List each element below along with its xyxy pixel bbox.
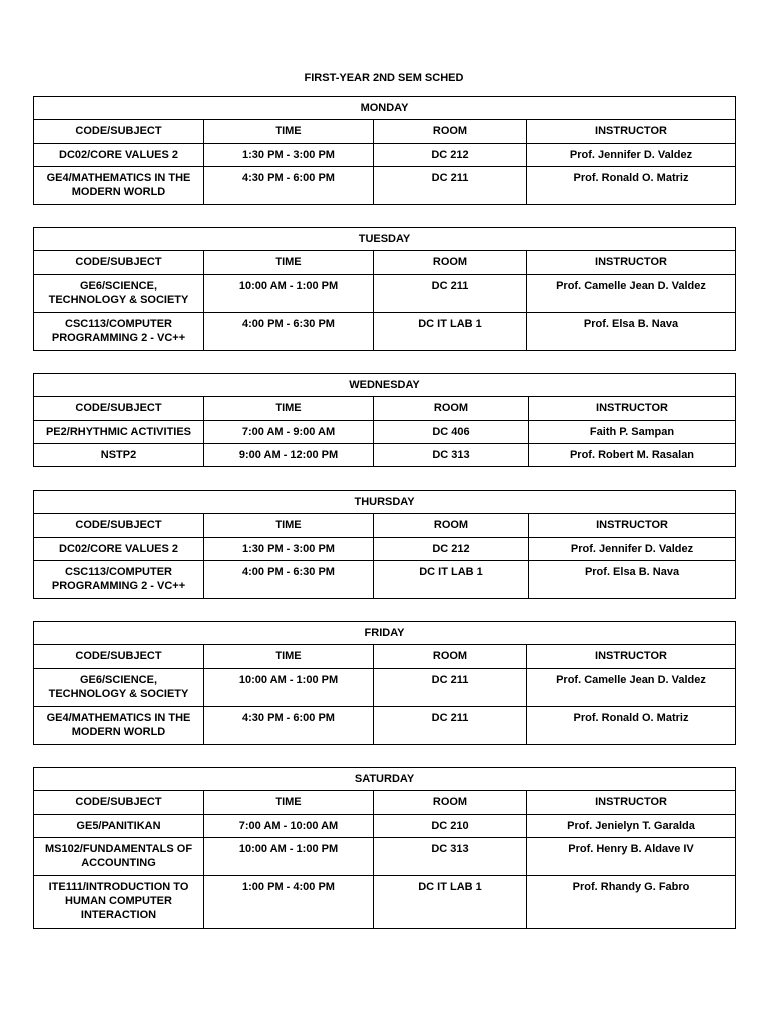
time-cell: 7:00 AM - 10:00 AM (204, 815, 374, 838)
table-row (34, 538, 736, 561)
day-heading: SATURDAY (34, 768, 736, 791)
table-row (34, 815, 736, 838)
table-row (34, 444, 736, 467)
time-cell: 4:00 PM - 6:30 PM (204, 561, 374, 599)
subject-cell: CSC113/COMPUTER PROGRAMMING 2 - VC++ (34, 561, 204, 599)
room-cell: DC 211 (374, 707, 527, 745)
friday-schedule-table (33, 621, 736, 745)
monday-schedule-table (33, 96, 736, 205)
subject-cell: PE2/RHYTHMIC ACTIVITIES (34, 421, 204, 444)
subject-cell: CSC113/COMPUTER PROGRAMMING 2 - VC++ (34, 313, 204, 351)
time-cell: 1:00 PM - 4:00 PM (204, 876, 374, 929)
time-cell: 4:30 PM - 6:00 PM (204, 707, 374, 745)
day-heading: MONDAY (34, 97, 736, 120)
column-header-subject: CODE/SUBJECT (34, 645, 204, 669)
document-title: FIRST-YEAR 2ND SEM SCHED (304, 72, 464, 84)
table-row (34, 313, 736, 351)
column-header-room: ROOM (374, 120, 527, 144)
table-row (34, 707, 736, 745)
day-heading: WEDNESDAY (34, 374, 736, 397)
day-heading: TUESDAY (34, 228, 736, 251)
column-header-time: TIME (204, 397, 374, 421)
day-heading: THURSDAY (34, 491, 736, 514)
column-header-instructor: INSTRUCTOR (527, 120, 736, 144)
room-cell: DC 212 (374, 538, 529, 561)
room-cell: DC IT LAB 1 (374, 313, 527, 351)
column-header-room: ROOM (374, 397, 529, 421)
room-cell: DC 211 (374, 669, 527, 707)
table-row (34, 669, 736, 707)
time-cell: 7:00 AM - 9:00 AM (204, 421, 374, 444)
time-cell: 1:30 PM - 3:00 PM (204, 538, 374, 561)
thursday-schedule-table (33, 490, 736, 599)
instructor-cell: Prof. Jennifer D. Valdez (527, 144, 736, 167)
table-row (34, 167, 736, 205)
wednesday-schedule-table (33, 373, 736, 467)
time-cell: 4:30 PM - 6:00 PM (204, 167, 374, 205)
room-cell: DC 212 (374, 144, 527, 167)
time-cell: 10:00 AM - 1:00 PM (204, 669, 374, 707)
subject-cell: MS102/FUNDAMENTALS OF ACCOUNTING (34, 838, 204, 876)
column-header-room: ROOM (374, 514, 529, 538)
column-header-time: TIME (204, 791, 374, 815)
instructor-cell: Prof. Jenielyn T. Garalda (527, 815, 736, 838)
column-header-subject: CODE/SUBJECT (34, 397, 204, 421)
table-row (34, 275, 736, 313)
column-header-subject: CODE/SUBJECT (34, 514, 204, 538)
time-cell: 10:00 AM - 1:00 PM (204, 838, 374, 876)
room-cell: DC IT LAB 1 (374, 876, 527, 929)
column-header-instructor: INSTRUCTOR (527, 791, 736, 815)
room-cell: DC 210 (374, 815, 527, 838)
subject-cell: DC02/CORE VALUES 2 (34, 538, 204, 561)
table-row (34, 876, 736, 929)
instructor-cell: Prof. Elsa B. Nava (527, 313, 736, 351)
room-cell: DC 313 (374, 444, 529, 467)
instructor-cell: Prof. Camelle Jean D. Valdez (527, 275, 736, 313)
table-row (34, 421, 736, 444)
column-header-room: ROOM (374, 791, 527, 815)
column-header-instructor: INSTRUCTOR (527, 645, 736, 669)
room-cell: DC 211 (374, 275, 527, 313)
subject-cell: ITE111/INTRODUCTION TO HUMAN COMPUTER INTERACTION (34, 876, 204, 929)
table-row (34, 144, 736, 167)
column-header-room: ROOM (374, 645, 527, 669)
column-header-time: TIME (204, 251, 374, 275)
column-header-instructor: INSTRUCTOR (527, 251, 736, 275)
column-header-room: ROOM (374, 251, 527, 275)
column-header-subject: CODE/SUBJECT (34, 791, 204, 815)
column-header-time: TIME (204, 645, 374, 669)
instructor-cell: Prof. Ronald O. Matriz (527, 167, 736, 205)
room-cell: DC 313 (374, 838, 527, 876)
time-cell: 1:30 PM - 3:00 PM (204, 144, 374, 167)
table-row (34, 561, 736, 599)
column-header-instructor: INSTRUCTOR (529, 397, 736, 421)
subject-cell: DC02/CORE VALUES 2 (34, 144, 204, 167)
instructor-cell: Prof. Rhandy G. Fabro (527, 876, 736, 929)
instructor-cell: Prof. Robert M. Rasalan (529, 444, 736, 467)
subject-cell: NSTP2 (34, 444, 204, 467)
subject-cell: GE4/MATHEMATICS IN THE MODERN WORLD (34, 167, 204, 205)
subject-cell: GE5/PANITIKAN (34, 815, 204, 838)
day-heading: FRIDAY (34, 622, 736, 645)
instructor-cell: Prof. Ronald O. Matriz (527, 707, 736, 745)
column-header-subject: CODE/SUBJECT (34, 251, 204, 275)
instructor-cell: Prof. Elsa B. Nava (529, 561, 736, 599)
column-header-time: TIME (204, 120, 374, 144)
column-header-subject: CODE/SUBJECT (34, 120, 204, 144)
instructor-cell: Prof. Henry B. Aldave IV (527, 838, 736, 876)
room-cell: DC IT LAB 1 (374, 561, 529, 599)
instructor-cell: Prof. Jennifer D. Valdez (529, 538, 736, 561)
time-cell: 10:00 AM - 1:00 PM (204, 275, 374, 313)
table-row (34, 838, 736, 876)
tuesday-schedule-table (33, 227, 736, 351)
column-header-instructor: INSTRUCTOR (529, 514, 736, 538)
time-cell: 9:00 AM - 12:00 PM (204, 444, 374, 467)
column-header-time: TIME (204, 514, 374, 538)
saturday-schedule-table (33, 767, 736, 929)
time-cell: 4:00 PM - 6:30 PM (204, 313, 374, 351)
instructor-cell: Prof. Camelle Jean D. Valdez (527, 669, 736, 707)
room-cell: DC 211 (374, 167, 527, 205)
subject-cell: GE6/SCIENCE, TECHNOLOGY & SOCIETY (34, 669, 204, 707)
subject-cell: GE4/MATHEMATICS IN THE MODERN WORLD (34, 707, 204, 745)
room-cell: DC 406 (374, 421, 529, 444)
subject-cell: GE6/SCIENCE, TECHNOLOGY & SOCIETY (34, 275, 204, 313)
instructor-cell: Faith P. Sampan (529, 421, 736, 444)
